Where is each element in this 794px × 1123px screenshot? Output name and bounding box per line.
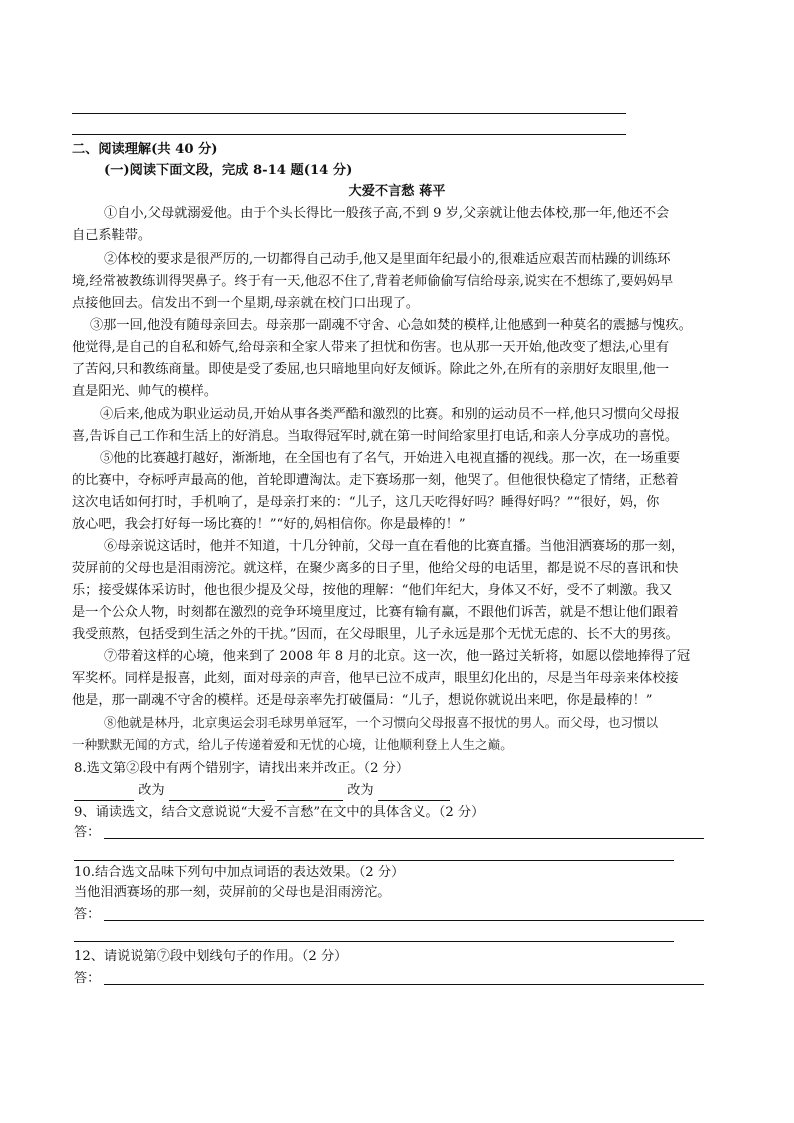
article-line: 一种默默无闻的方式，给儿子传递着爱和无忧的心境，让他顺利登上人生之巅。 [72,737,513,752]
article-line: 了苦闷,只和教练商量。即使是受了委屈,也只暗地里向好友倾诉。除此之外,在所有的亲朋好友眼里,他一 [72,362,670,377]
article-line: ②体校的要求是很严厉的,一切都得自己动手,他又是里面年纪最小的,很难适应艰苦而枯躁的训练环 [104,252,671,267]
q8-blank-correct-2[interactable] [378,786,450,801]
article-line: 放心吧，我会打好每一场比赛的！”“好的,妈相信你。你是最棒的！” [72,517,466,532]
article-line: 他是，那一副魂不守舍的模样。还是母亲率先打破僵局：“儿子，想说你就说出来吧，你是最棒的！” [72,693,653,708]
question-8: 8.选文第②段中有两个错别字，请找出来并改正。（2 分） [74,761,410,776]
sub-heading: (一)阅读下面文段，完成 8-14 题(14 分) [104,163,353,178]
article-line: ⑦带着这样的心境，他来到了 2008 年 8 月的北京。这一次，他一路过关斩将，如愿以偿地捧得了冠 [104,649,691,664]
q9-answer-line-1[interactable] [104,838,704,839]
article-line: 是一个公众人物，时刻都在激烈的竞争环境里度过，比赛有输有赢，不跟他们诉苦，就是不想让他们跟着 [72,605,679,620]
article-line: 他觉得,是自己的自私和娇气,给母亲和全家人带来了担忧和伤害。也从那一天开始,他改变了想法,心里有 [72,340,670,355]
article-line: 军奖杯。同样是报喜，此刻，面对母亲的声音，他早已泣不成声，眼里幻化出的，尽是当年母亲来体校接 [72,671,679,686]
article-line: 喜,告诉自己工作和生活上的好消息。当取得冠军时,就在第一时间给家里打电话,和亲人分享成功的喜悦。 [72,429,679,444]
article-line: 的比赛中，夺标呼声最高的他，首轮即遭淘汰。走下赛场那一刻，他哭了。但他很快稳定了情绪，正愁着 [72,473,679,488]
article-title: 大爱不言愁 蒋平 [348,184,446,199]
article-line: ⑥母亲说这话时，他并不知道，十几分钟前，父母一直在看他的比赛直播。当他泪洒赛场的那一刻， [104,539,685,554]
article-line: 自己系鞋带。 [72,228,152,243]
q12-answer-label: 答： [74,971,101,986]
question-10: 10.结合选文品味下列句中加点词语的表达效果。（2 分） [74,865,405,880]
article-line: ①自小,父母就溺爱他。由于个头长得比一般孩子高,不到 9 岁,父亲就让他去体校,那一年,他还不会 [104,206,670,221]
article-line: 乐；接受媒体采访时，他也很少提及父母，按他的理解：“他们年纪大，身体又不好，受不了刺激。我又 [72,583,673,598]
q10-answer-line-1[interactable] [104,920,704,921]
q10-answer-label: 答： [74,907,101,922]
article-line: 境,经常被教练训得哭鼻子。终于有一天,他忍不住了,背着老师偷偷写信给母亲,说实在不想练了,要妈妈早 [72,274,674,289]
section-heading: 二、阅读理解(共 40 分) [72,142,218,157]
q12-answer-line-1[interactable] [104,984,704,985]
q9-answer-label: 答： [74,825,101,840]
q10-answer-line-2[interactable] [74,941,674,942]
article-line: ③那一回,他没有随母亲回去。母亲那一副魂不守舍、心急如焚的模样,让他感到一种莫名的震撼与愧疚。 [90,318,692,333]
article-line: 我受煎熬，包括受到生活之外的干扰。”因而，在父母眼里，儿子永远是那个无忧无虑的、长不大的男孩。 [72,627,679,642]
article-line: 这次电话如何打时，手机响了，是母亲打来的：“儿子，这几天吃得好吗？睡得好吗？”“很好，妈，你 [72,495,660,510]
question-10-quote: 当他泪洒赛场的那一刻，荧屏前的父母也是泪雨滂沱。 [74,885,391,900]
article-line: ④后来,他成为职业运动员,开始从事各类严酷和激烈的比赛。和别的运动员不一样,他只习惯向父母报 [100,407,680,422]
article-line: 点接他回去。信发出不到一个星期,母亲就在校门口出现了。 [72,296,420,311]
article-line: 荧屏前的父母也是泪雨滂沱。就这样，在聚少离多的日子里，他给父母的电话里，都是说不尽的喜讯和快 [72,561,679,576]
article-line: 直是阳光、帅气的模样。 [72,384,218,399]
q9-answer-line-2[interactable] [74,860,674,861]
q8-gai-label-1: 改为 [138,783,165,798]
question-12: 12、请说说第⑦段中划线句子的作用。（2 分） [74,949,348,964]
question-9: 9、诵读选文，结合文意说说“大爱不言愁”在文中的具体含义。（2 分） [74,805,485,820]
article-line: ⑧他就是林丹，北京奥运会羽毛球男单冠军，一个习惯向父母报喜不报忧的男人。而父母，也习惯以 [104,715,659,730]
q8-gai-label-2: 改为 [347,783,374,798]
article-line: ⑤他的比赛越打越好，渐渐地，在全国也有了名气，开始进入电视直播的视线。那一次，在一场重要 [100,451,681,466]
top-answer-line-2 [72,134,626,135]
q8-blank-wrong-2[interactable] [277,786,343,801]
top-answer-line-1 [72,113,626,114]
q8-blank-wrong-1[interactable] [74,786,134,801]
question-8-blanks [74,781,734,801]
q8-blank-correct-1[interactable] [169,786,265,801]
